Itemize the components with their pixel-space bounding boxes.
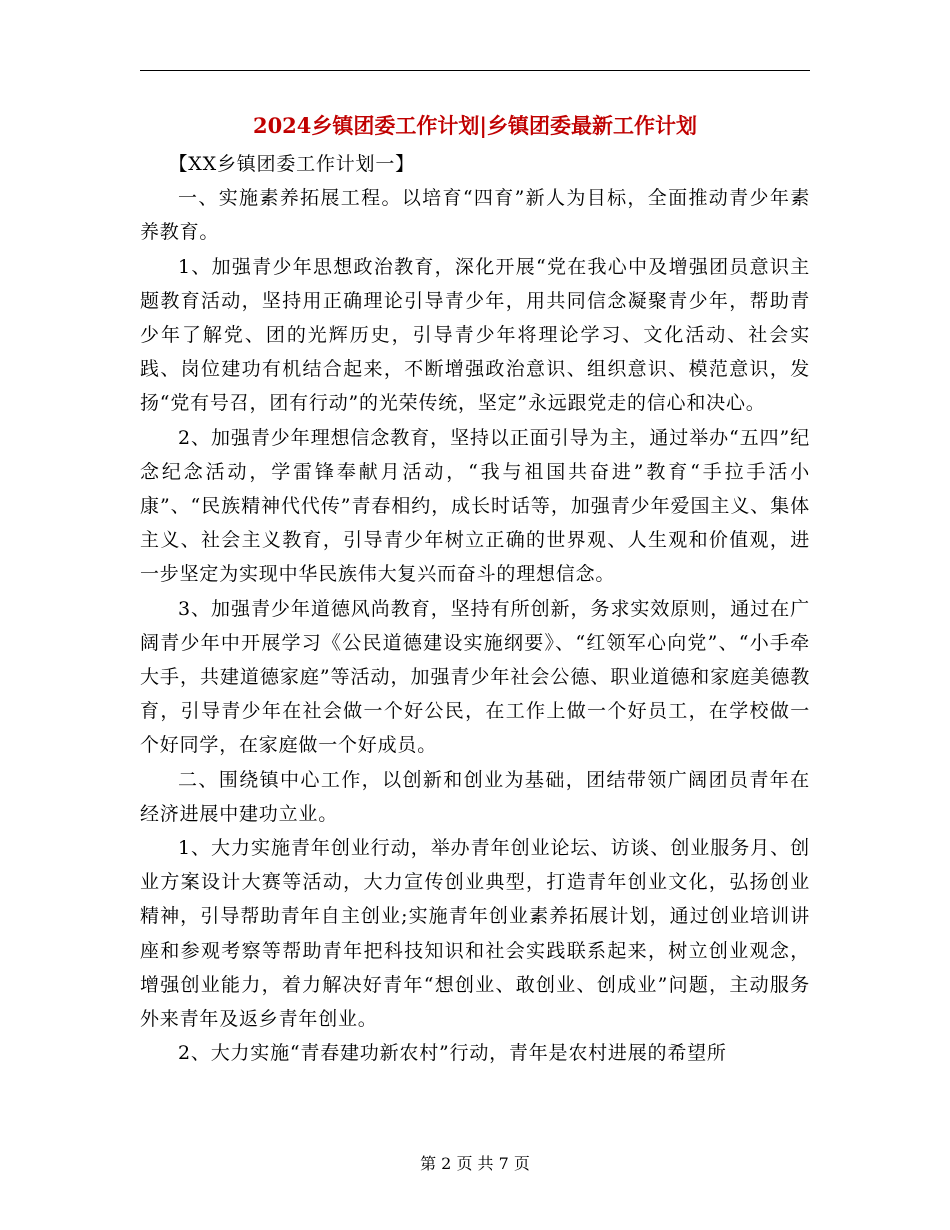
document-title: 2024乡镇团委工作计划|乡镇团委最新工作计划 bbox=[252, 113, 698, 138]
paragraph: 2、大力实施“青春建功新农村”行动，青年是农村进展的希望所 bbox=[178, 1042, 727, 1065]
paragraph: 1、加强青少年思想政治教育，深化开展“党在我心中及增强团员意识主题教育活动，坚持用正确理论引导青少年，用共同信念凝聚青少年，帮助青少年了解党、团的光辉历史，引导青少年将理论学习、文化活动、社会实践、岗位建功有机结合起来，不断增强政治意识、组织意识、模范意识，发扬“党有号召，团有行动”的光荣传统，坚定”永远跟党走的信心和决心。 bbox=[140, 255, 810, 415]
paragraph: 一、实施素养拓展工程。以培育“四育”新人为目标，全面推动青少年素养教育。 bbox=[140, 187, 810, 244]
header-rule bbox=[140, 70, 810, 71]
paragraph: 3、加强青少年道德风尚教育，坚持有所创新，务求实效原则，通过在广阔青少年中开展学习《公民道德建设实施纲要》、“红领军心向党”、“小手牵大手，共建道德家庭”等活动，加强青少年社会公德、职业道德和家庭美德教育，引导青少年在社会做一个好公民，在工作上做一个好员工，在学校做一个好同学，在家庭做一个好成员。 bbox=[140, 597, 810, 757]
page-number-footer: 第 2 页 共 7 页 bbox=[420, 1154, 530, 1173]
paragraph: 2、加强青少年理想信念教育，坚持以正面引导为主，通过举办“五四”纪念纪念活动，学雷锋奉献月活动，“我与祖国共奋进”教育“手拉手活小康”、“民族精神代代传”青春相约，成长时话等，加强青少年爱国主义、集体主义、社会主义教育，引导青少年树立正确的世界观、人生观和价值观，进一步坚定为实现中华民族伟大复兴而奋斗的理想信念。 bbox=[140, 426, 810, 586]
paragraph: 二、围绕镇中心工作，以创新和创业为基础，团结带领广阔团员青年在经济进展中建功立业。 bbox=[140, 768, 810, 825]
section-heading: 【XX乡镇团委工作计划一】 bbox=[168, 153, 415, 175]
document-body bbox=[140, 147, 810, 1070]
paragraph: 1、大力实施青年创业行动，举办青年创业论坛、访谈、创业服务月、创业方案设计大赛等活动，大力宣传创业典型，打造青年创业文化，弘扬创业精神，引导帮助青年自主创业;实施青年创业素养拓展计划，通过创业培训讲座和参观考察等帮助青年把科技知识和社会实践联系起来，树立创业观念，增强创业能力，着力解决好青年“想创业、敢创业、创成业”问题，主动服务外来青年及返乡青年创业。 bbox=[140, 837, 810, 1031]
